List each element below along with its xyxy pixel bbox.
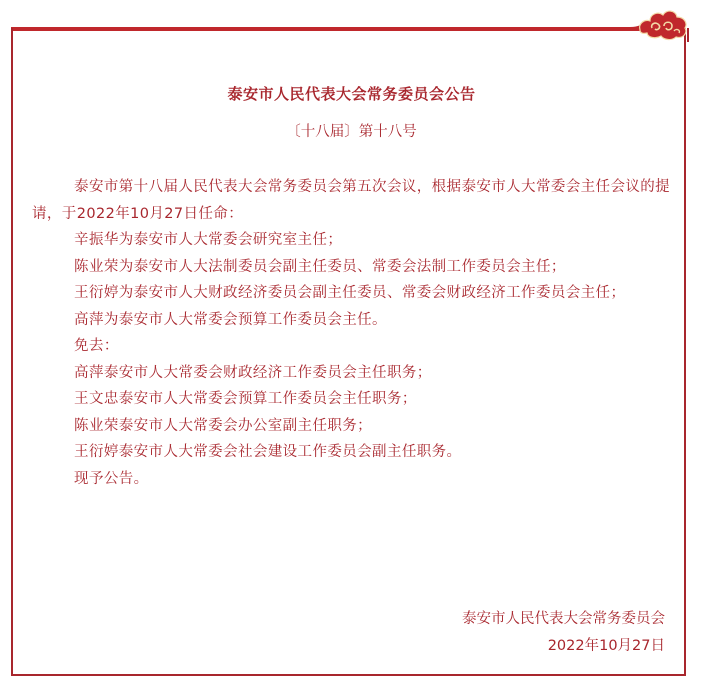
paragraph-intro: 泰安市第十八届人民代表大会常务委员会第五次会议，根据泰安市人大常委会主任会议的提请，于2022年10月27日任命： [32,179,671,222]
removal-item: 王文忠泰安市人大常委会预算工作委员会主任职务； [74,391,417,407]
announcement-body [32,174,672,492]
removal-item: 陈业荣泰安市人大常委会办公室副主任职务； [74,417,373,434]
removal-item: 高萍泰安市人大常委会财政经济工作委员会主任职务； [74,364,432,381]
appointment-item: 高萍为泰安市人大常委会预算工作委员会主任。 [74,311,387,328]
document-number: 〔十八届〕第十八号 [286,124,417,140]
auspicious-cloud-icon [628,6,690,42]
removal-heading: 免去： [74,338,119,354]
signature-block [462,606,665,659]
page-title: 泰安市人民代表大会常务委员会公告 [227,85,476,103]
appointment-item: 辛振华为泰安市人大常委会研究室主任； [74,232,343,248]
removal-item: 王衍婷泰安市人大常委会社会建设工作委员会副主任职务。 [74,444,462,460]
appointment-item: 陈业荣为泰安市人大法制委员会副主任委员、常委会法制工作委员会主任； [74,258,566,275]
issue-date: 2022年10月27日 [547,637,665,654]
closing-line: 现予公告。 [74,470,149,487]
appointment-item: 王衍婷为泰安市人大财政经济委员会副主任委员、常委会财政经济工作委员会主任； [74,285,626,301]
issuer-name: 泰安市人民代表大会常务委员会 [462,611,665,627]
